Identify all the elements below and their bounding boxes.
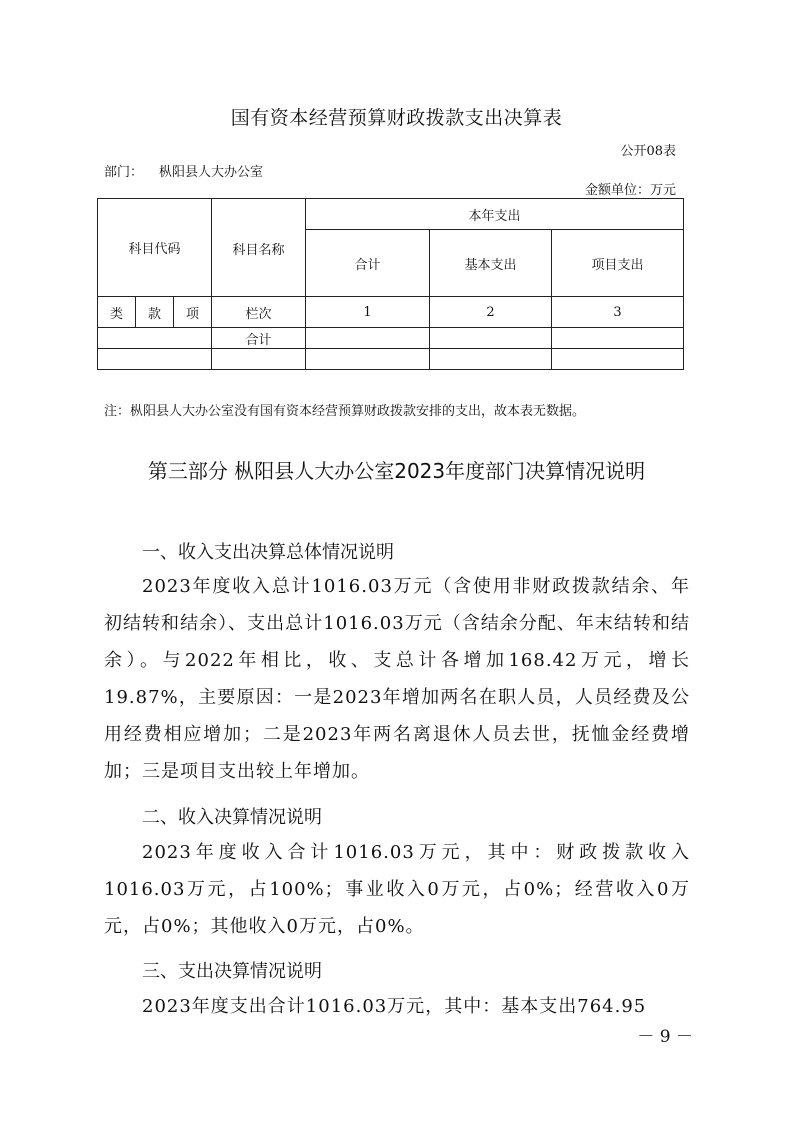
department-name: 枞阳县人大办公室 <box>159 165 264 180</box>
header-basic-expense: 基本支出 <box>430 230 552 297</box>
header-project-expense: 项目支出 <box>552 230 684 297</box>
row-index-label: 栏次 <box>212 297 306 328</box>
form-number: 公开08表 <box>620 144 676 159</box>
section-heading: 一、收入支出决算总体情况说明 <box>142 542 394 563</box>
row-total-label: 合计 <box>212 328 306 349</box>
header-class: 类 <box>98 297 136 328</box>
header-item: 项 <box>174 297 212 328</box>
header-subject-code: 科目代码 <box>98 199 212 297</box>
section-heading: 三、支出决算情况说明 <box>142 961 322 982</box>
header-total: 合计 <box>306 230 430 297</box>
table-row <box>98 349 684 370</box>
section-paragraph: 2023年度收入总计1016.03万元（含使用非财政拨款结余、年初结转和结余）、支出总计1016.03万元（含结余分配、年末结转和结余）。与2022年相比，收、支总计各增加168.42万元，增长19.87%，主要原因：一是2023年增加两名在职人员，人员经费及公用经费相应增加；二是2023年两名离退休人员去世，抚恤金经费增加；三是项目支出较上年增加。 <box>104 576 690 782</box>
page-number: － 9 － <box>637 1027 693 1047</box>
table-note: 注：枞阳县人大办公室没有国有资本经营预算财政拨款安排的支出，故本表无数据。 <box>104 404 586 419</box>
department-line <box>104 161 263 180</box>
section-paragraph: 2023年度支出合计1016.03万元，其中：基本支出764.95 <box>142 996 647 1017</box>
amount-unit: 金额单位：万元 <box>584 183 676 198</box>
section-heading: 二、收入决算情况说明 <box>142 807 322 828</box>
table-title: 国有资本经营预算财政拨款支出决算表 <box>230 107 563 129</box>
header-subject-name: 科目名称 <box>212 199 306 297</box>
header-section: 款 <box>136 297 174 328</box>
section-paragraph: 2023年度收入合计1016.03万元，其中：财政拨款收入1016.03万元，占100%；事业收入0万元，占0%；经营收入0万元，占0%；其他收入0万元，占0%。 <box>104 842 690 937</box>
index-1: 1 <box>306 297 430 328</box>
table-row <box>98 328 684 349</box>
budget-table <box>97 198 684 370</box>
part-title: 第三部分 枞阳县人大办公室2023年度部门决算情况说明 <box>147 459 646 483</box>
header-year-expense: 本年支出 <box>306 199 684 230</box>
department-label: 部门： <box>104 165 144 180</box>
index-2: 2 <box>430 297 552 328</box>
index-3: 3 <box>552 297 684 328</box>
